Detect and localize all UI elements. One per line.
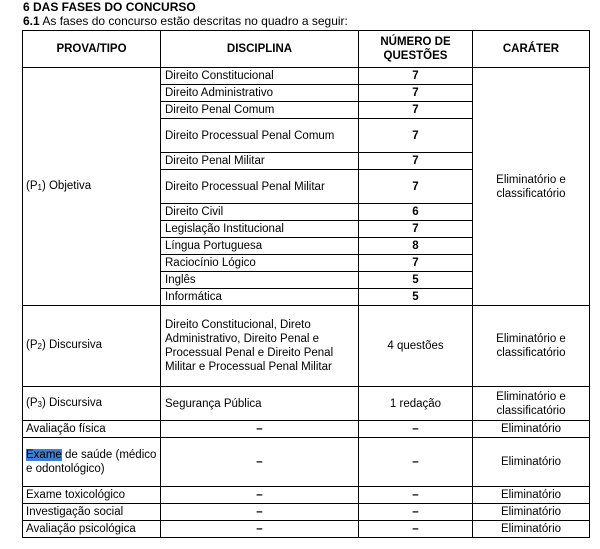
table-row (23, 68, 590, 85)
disciplina-cell: Direito Constitucional (161, 68, 359, 85)
p1-suffix: ) Objetiva (41, 179, 92, 192)
tipo-cell: Investigação social (23, 504, 161, 521)
questoes-cell: 5 (359, 272, 473, 289)
phases-table (22, 30, 590, 538)
table-row (23, 504, 590, 521)
questoes-cell: – (359, 421, 473, 438)
questoes-cell: 7 (359, 119, 473, 153)
table-row (23, 421, 590, 438)
disciplina-cell: Direito Processual Penal Militar (161, 170, 359, 204)
disciplina-cell: – (161, 504, 359, 521)
carater-cell: Eliminatório (473, 421, 590, 438)
questoes-cell: – (359, 521, 473, 538)
p1-prefix: (P (26, 179, 38, 192)
questoes-cell: 6 (359, 204, 473, 221)
tipo-cell: Exame toxicológico (23, 487, 161, 504)
table-row (23, 387, 590, 421)
saude-highlight: Exame (26, 449, 62, 461)
p3-carater: Eliminatório e classificatório (473, 387, 590, 421)
questoes-cell: – (359, 487, 473, 504)
carater-cell: Eliminatório (473, 487, 590, 504)
p3-disciplina: Segurança Pública (161, 387, 359, 421)
p2-suffix: ) Discursiva (41, 339, 103, 351)
questoes-cell: 7 (359, 255, 473, 272)
saude-disciplina: – (161, 438, 359, 487)
questoes-cell: 7 (359, 170, 473, 204)
subsection-number: 6.1 (23, 14, 40, 28)
p1-sub: 1 (37, 182, 42, 192)
questoes-cell: 7 (359, 85, 473, 102)
questoes-cell: 7 (359, 68, 473, 85)
p3-questoes: 1 redação (359, 387, 473, 421)
saude-rest: de saúde (médico e odontológico) (26, 449, 157, 475)
questoes-cell: 8 (359, 238, 473, 255)
disciplina-cell: Informática (161, 289, 359, 306)
questoes-cell: 5 (359, 289, 473, 306)
questoes-cell: 7 (359, 221, 473, 238)
table-row (23, 306, 590, 387)
questoes-cell: 7 (359, 102, 473, 119)
p3-prefix: (P (26, 396, 38, 409)
disciplina-cell: – (161, 521, 359, 538)
p2-tipo (23, 306, 161, 387)
saude-questoes: – (359, 438, 473, 487)
p1-tipo (23, 68, 161, 306)
disciplina-cell: Direito Administrativo (161, 85, 359, 102)
subsection-heading (23, 14, 348, 28)
table-row (23, 521, 590, 538)
section-title: 6 DAS FASES DO CONCURSO (23, 0, 196, 14)
tipo-cell: Avaliação psicológica (23, 521, 161, 538)
p2-carater: Eliminatório e classificatório (473, 306, 590, 387)
header-numero-questoes: NÚMERO DE QUESTÕES (359, 31, 473, 68)
table-row (23, 487, 590, 504)
disciplina-cell: – (161, 421, 359, 438)
disciplina-cell: Direito Penal Militar (161, 153, 359, 170)
carater-cell: Eliminatório (473, 504, 590, 521)
p2-prefix: (P (26, 339, 38, 351)
questoes-cell: 7 (359, 153, 473, 170)
p2-disciplina: Direito Constitucional, Direto Administrativo, Direito Penal e Processual Penal e Direito Penal Militar e Processual Penal Militar (161, 306, 359, 387)
saude-carater: Eliminatório (473, 438, 590, 487)
disciplina-cell: Direito Civil (161, 204, 359, 221)
disciplina-cell: Raciocínio Lógico (161, 255, 359, 272)
header-prova-tipo: PROVA/TIPO (23, 31, 161, 68)
disciplina-cell: Inglês (161, 272, 359, 289)
questoes-cell: – (359, 504, 473, 521)
table-header-row (23, 31, 590, 68)
saude-tipo (23, 438, 161, 487)
p2-sub: 2 (37, 342, 42, 351)
carater-cell: Eliminatório (473, 521, 590, 538)
subsection-text: As fases do concurso estão descritas no quadro a seguir: (42, 14, 348, 28)
disciplina-cell: Língua Portuguesa (161, 238, 359, 255)
p1-carater: Eliminatório e classificatório (473, 68, 590, 306)
p3-tipo (23, 387, 161, 421)
p3-suffix: ) Discursiva (41, 396, 103, 409)
tipo-cell: Avaliação física (23, 421, 161, 438)
disciplina-cell: Legislação Institucional (161, 221, 359, 238)
p2-questoes: 4 questões (359, 306, 473, 387)
table-row (23, 438, 590, 487)
header-disciplina: DISCIPLINA (161, 31, 359, 68)
disciplina-cell: Direito Penal Comum (161, 102, 359, 119)
p3-sub: 3 (37, 399, 42, 409)
header-carater: CARÁTER (473, 31, 590, 68)
disciplina-cell: Direito Processual Penal Comum (161, 119, 359, 153)
disciplina-cell: – (161, 487, 359, 504)
